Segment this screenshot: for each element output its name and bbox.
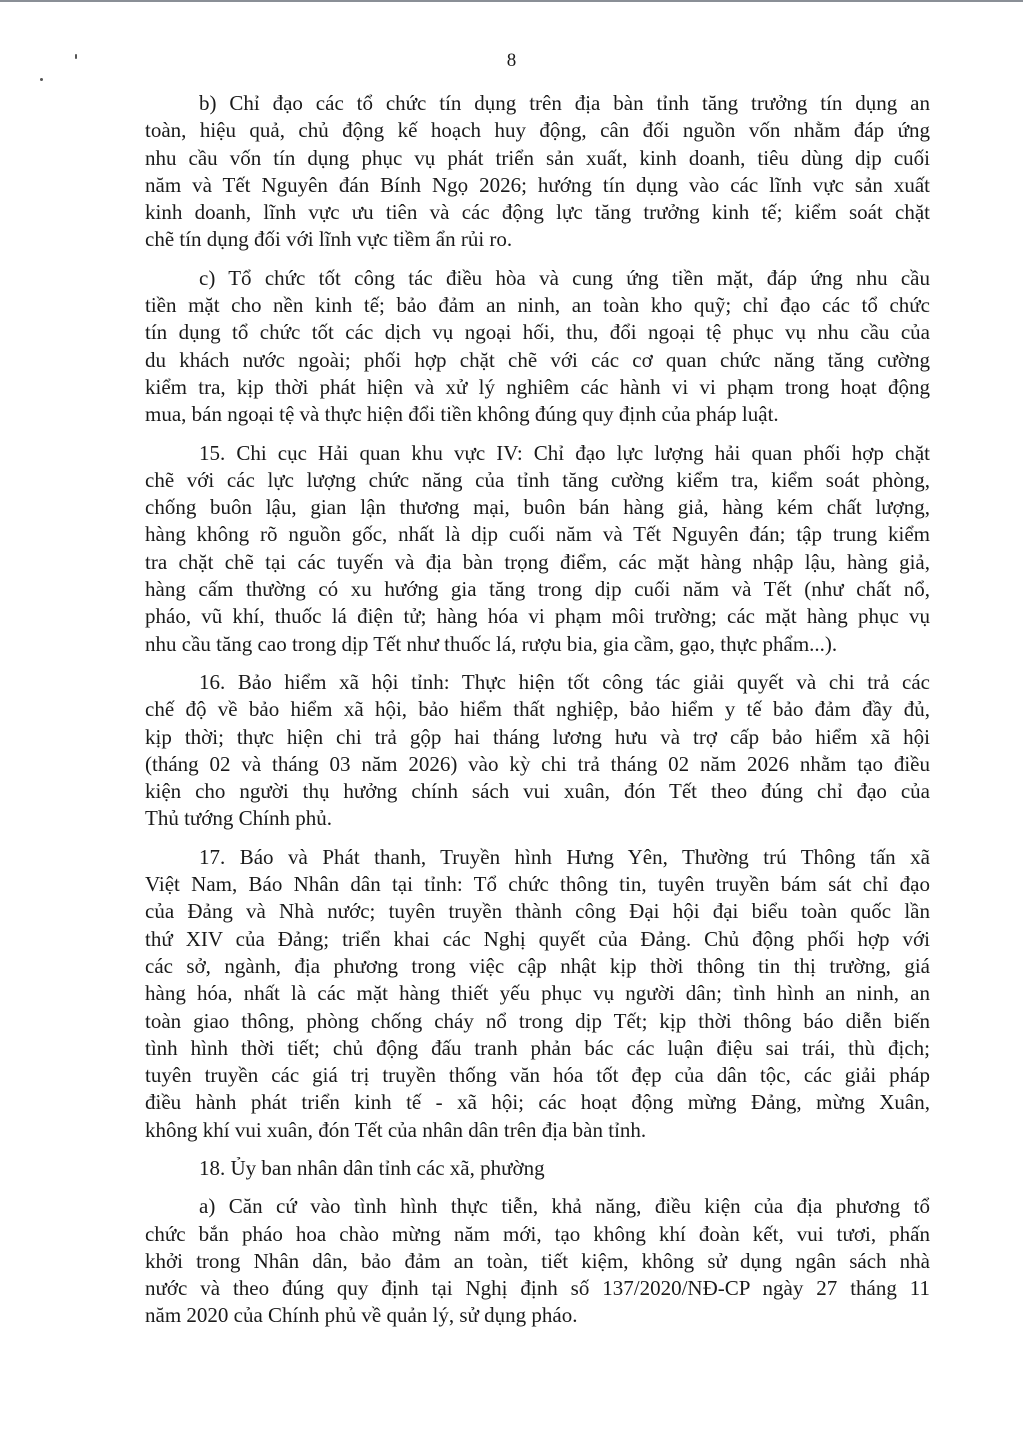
- paragraph-18-heading: [145, 1155, 930, 1182]
- text-line: kiện cho người thụ hưởng chính sách vui xuân, đón Tết theo đúng chỉ đạo của: [145, 779, 930, 804]
- text-line: hàng không rõ nguồn gốc, nhất là dịp cuối năm và Tết Nguyên đán; tập trung kiểm: [145, 522, 930, 547]
- text-line: du khách nước ngoài; phối hợp chặt chẽ với các cơ quan chức năng tăng cường: [145, 347, 930, 372]
- text-line: (tháng 02 và tháng 03 năm 2026) vào kỳ chi trả tháng 02 năm 2026 nhằm tạo điều: [145, 751, 930, 776]
- text-line: tra chặt chẽ tại các tuyến và địa bàn trọng điểm, các mặt hàng nhập lậu, hàng giả,: [145, 549, 930, 574]
- text-line: chế độ về bảo hiểm xã hội, bảo hiểm thất nghiệp, bảo hiểm y tế bảo đảm đầy đủ,: [145, 697, 930, 722]
- text-line: 16. Bảo hiểm xã hội tỉnh: Thực hiện tốt công tác giải quyết và chi trả các: [199, 669, 930, 694]
- text-line: hàng cấm thường có xu hướng gia tăng trong dịp cuối năm và Tết (như chất nổ,: [145, 577, 930, 602]
- text-line: b) Chỉ đạo các tổ chức tín dụng trên địa bàn tỉnh tăng trưởng tín dụng an: [199, 91, 930, 115]
- text-line: hàng hóa, nhất là các mặt hàng thiết yếu phục vụ người dân; tình hình an ninh, an: [145, 981, 930, 1006]
- text-line: chức bắn pháo hoa chào mừng năm mới, tạo không khí đoàn kết, vui tươi, phấn: [145, 1221, 930, 1246]
- text-line: toàn, hiệu quả, chủ động kế hoạch huy động, cân đối nguồn vốn nhằm đáp ứng: [145, 118, 930, 143]
- text-line: Thủ tướng Chính phủ.: [145, 806, 332, 831]
- text-line: c) Tổ chức tốt công tác điều hòa và cung ứng tiền mặt, đáp ứng nhu cầu: [199, 265, 930, 290]
- text-line: tuyên truyền các giá trị truyền thống văn hóa tốt đẹp của dân tộc, các giải pháp: [145, 1063, 930, 1088]
- text-line: Việt Nam, Báo Nhân dân tại tỉnh: Tổ chức thông tin, tuyên truyền bám sát chỉ đạo: [145, 872, 930, 897]
- paragraph-18a: [145, 1193, 930, 1329]
- text-line: 18. Ủy ban nhân dân tỉnh các xã, phường: [199, 1155, 545, 1180]
- text-line: toàn giao thông, phòng chống cháy nổ trong dịp Tết; kịp thời thông báo diễn biến: [145, 1008, 930, 1033]
- scan-speck: [40, 78, 43, 81]
- text-line: a) Căn cứ vào tình hình thực tiễn, khả năng, điều kiện của địa phương tổ: [199, 1194, 930, 1219]
- text-line: nước và theo đúng quy định tại Nghị định số 137/2020/NĐ-CP ngày 27 tháng 11: [145, 1276, 930, 1301]
- text-line: các sở, ngành, địa phương trong việc cập nhật kịp thời thông tin thị trường, giá: [145, 953, 930, 978]
- text-line: điều hành phát triển kinh tế - xã hội; các hoạt động mừng Đảng, mừng Xuân,: [145, 1090, 930, 1115]
- text-line: kiểm tra, kịp thời phát hiện và xử lý nghiêm các hành vi vi phạm trong hoạt động: [145, 374, 930, 399]
- text-line: pháo, vũ khí, thuốc lá điện tử; hàng hóa vi phạm môi trường; các mặt hàng phục vụ: [145, 604, 930, 629]
- text-line: tín dụng tổ chức tốt các dịch vụ ngoại hối, thu, đổi ngoại tệ phục vụ nhu cầu của: [145, 320, 930, 345]
- document-body: [145, 90, 930, 1341]
- text-line: khởi trong Nhân dân, bảo đảm an toàn, tiết kiệm, không sử dụng ngân sách nhà: [145, 1248, 930, 1273]
- text-line: mua, bán ngoại tệ và thực hiện đổi tiền không đúng quy định của pháp luật.: [145, 402, 779, 427]
- text-line: chống buôn lậu, gian lận thương mại, buôn bán hàng giả, hàng kém chất lượng,: [145, 495, 930, 520]
- text-line: chẽ tín dụng đối với lĩnh vực tiềm ẩn rủi ro.: [145, 227, 513, 252]
- text-line: 17. Báo và Phát thanh, Truyền hình Hưng Yên, Thường trú Thông tấn xã: [199, 844, 930, 869]
- page-number: 8: [506, 50, 517, 71]
- text-line: năm 2020 của Chính phủ về quản lý, sử dụng pháo.: [145, 1303, 578, 1328]
- paragraph-15: [145, 440, 930, 658]
- paragraph-b: [145, 90, 930, 254]
- paragraph-c: [145, 265, 930, 429]
- text-line: thứ XIV của Đảng; triển khai các Nghị quyết của Đảng. Chủ động phối hợp với: [145, 926, 930, 951]
- text-line: tiền mặt cho nền kinh tế; bảo đảm an ninh, an toàn kho quỹ; chỉ đạo các tổ chức: [145, 293, 930, 318]
- text-line: chẽ với các lực lượng chức năng của tỉnh tăng cường kiểm tra, kiểm soát phòng,: [145, 467, 930, 492]
- paragraph-17: [145, 844, 930, 1144]
- text-line: không khí vui xuân, đón Tết của nhân dân trên địa bàn tỉnh.: [145, 1117, 647, 1142]
- text-line: năm và Tết Nguyên đán Bính Ngọ 2026; hướng tín dụng vào các lĩnh vực sản xuất: [145, 172, 930, 197]
- text-line: kinh doanh, lĩnh vực ưu tiên và các động lực tăng trưởng kinh tế; kiểm soát chặt: [145, 200, 930, 225]
- text-line: nhu cầu vốn tín dụng phục vụ phát triển sản xuất, kinh doanh, tiêu dùng dịp cuối: [145, 145, 930, 170]
- text-line: 15. Chi cục Hải quan khu vực IV: Chỉ đạo lực lượng hải quan phối hợp chặt: [199, 440, 930, 465]
- text-line: tình hình thời tiết; chủ động đấu tranh phản bác các luận điệu sai trái, thù địch;: [145, 1035, 930, 1060]
- text-line: nhu cầu tăng cao trong dịp Tết như thuốc lá, rượu bia, gia cầm, gạo, thực phẩm...).: [145, 631, 838, 656]
- paragraph-16: [145, 669, 930, 833]
- text-line: của Đảng và Nhà nước; tuyên truyền thành công Đại hội đại biểu toàn quốc lần: [145, 899, 930, 924]
- scan-edge-line: [0, 0, 1023, 2]
- text-line: kịp thời; thực hiện chi trả gộp hai tháng lương hưu và trợ cấp bảo hiểm xã hội: [145, 724, 930, 749]
